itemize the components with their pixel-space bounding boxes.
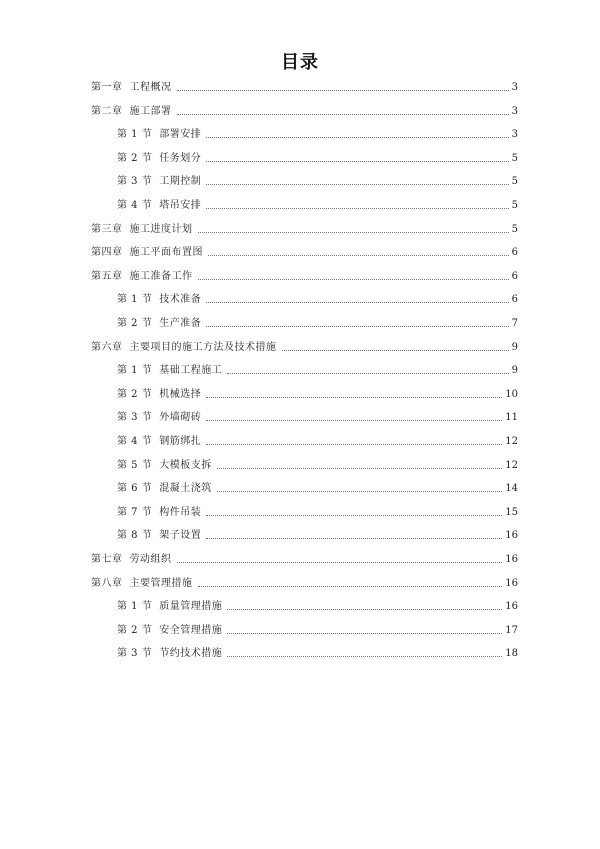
- toc-entry-number: 第 5 节: [117, 459, 153, 471]
- toc-page-number: 16: [505, 601, 518, 613]
- toc-entry-label: [91, 81, 174, 95]
- toc-dot-leader: [227, 655, 502, 657]
- toc-entry-title: 任务划分: [159, 152, 202, 164]
- toc-page-number: 9: [511, 341, 518, 353]
- toc-page-number: 3: [511, 105, 518, 117]
- toc-dot-leader: [206, 136, 508, 138]
- toc-entry-number: 第 4 节: [117, 436, 153, 447]
- toc-section-entry[interactable]: [117, 150, 518, 166]
- toc-entry-label: [91, 553, 174, 567]
- toc-entry-label: [117, 647, 224, 661]
- toc-page-number: 5: [511, 223, 518, 235]
- toc-section-entry[interactable]: [117, 197, 518, 213]
- toc-dot-leader: [217, 467, 503, 469]
- toc-entry-number: 第 2 节: [117, 318, 153, 329]
- toc-chapter-entry[interactable]: [91, 221, 518, 237]
- toc-entry-number: 第 8 节: [117, 530, 153, 542]
- toc-section-entry[interactable]: [117, 622, 518, 638]
- toc-dot-leader: [206, 514, 502, 516]
- toc-page-number: 3: [511, 129, 518, 141]
- toc-entry-title: 工程概况: [129, 82, 172, 93]
- toc-section-entry[interactable]: [117, 598, 518, 614]
- toc-entry-title: 大模板支拆: [159, 459, 212, 471]
- toc-entry-number: 第 1 节: [117, 129, 153, 141]
- toc-entry-title: 外墙砌砖: [159, 412, 202, 424]
- toc-page-number: 15: [505, 506, 518, 518]
- toc-entry-label: [91, 246, 205, 260]
- toc-section-entry[interactable]: [117, 362, 518, 378]
- toc-entry-title: 主要管理措施: [129, 577, 193, 589]
- toc-entry-number: 第 7 节: [117, 506, 153, 518]
- toc-chapter-entry[interactable]: [91, 244, 518, 260]
- toc-dot-leader: [208, 254, 509, 256]
- toc-entry-number: 第二章: [91, 105, 123, 117]
- toc-page-number: 18: [505, 648, 518, 660]
- toc-dot-leader: [206, 160, 508, 162]
- toc-entry-number: 第三章: [91, 223, 123, 235]
- toc-entry-label: [91, 223, 195, 237]
- toc-entry-number: 第 2 节: [117, 624, 153, 636]
- toc-page-number: 5: [511, 176, 518, 188]
- toc-page-number: 17: [505, 624, 518, 636]
- toc-section-entry[interactable]: [117, 315, 518, 331]
- toc-dot-leader: [198, 585, 503, 587]
- toc-page-number: 6: [511, 294, 518, 306]
- toc-entry-label: [117, 411, 203, 425]
- toc-entry-label: [117, 199, 203, 213]
- toc-dot-leader: [198, 278, 509, 280]
- toc-entry-label: [117, 175, 203, 189]
- toc-entry-title: 塔吊安排: [159, 200, 202, 211]
- toc-entry-label: [117, 152, 203, 166]
- toc-entry-label: [91, 341, 279, 355]
- toc-entry-label: [117, 459, 214, 473]
- toc-section-entry[interactable]: [117, 386, 518, 402]
- toc-chapter-entry[interactable]: [91, 103, 518, 119]
- toc-dot-leader: [206, 396, 502, 398]
- toc-entry-number: 第一章: [91, 82, 123, 93]
- toc-page-number: 16: [505, 554, 518, 565]
- toc-dot-leader: [227, 632, 502, 634]
- toc-page-number: 6: [511, 270, 518, 282]
- toc-entry-title: 构件吊装: [159, 506, 202, 518]
- toc-entry-label: [117, 506, 203, 520]
- toc-dot-leader: [206, 325, 508, 327]
- toc-dot-leader: [206, 443, 502, 445]
- toc-entry-label: [117, 388, 203, 402]
- toc-dot-leader: [282, 349, 509, 351]
- toc-section-entry[interactable]: [117, 527, 518, 543]
- toc-page-number: 5: [511, 152, 518, 164]
- toc-dot-leader: [206, 419, 502, 421]
- toc-section-entry[interactable]: [117, 409, 518, 425]
- toc-section-entry[interactable]: [117, 126, 518, 142]
- toc-section-entry[interactable]: [117, 645, 518, 661]
- toc-page-number: 16: [505, 530, 518, 542]
- toc-entry-title: 技术准备: [159, 294, 202, 306]
- toc-page-number: 12: [505, 459, 518, 471]
- toc-entry-label: [117, 529, 203, 543]
- toc-dot-leader: [227, 372, 508, 374]
- toc-dot-leader: [177, 89, 509, 91]
- toc-entry-title: 工期控制: [159, 176, 202, 188]
- toc-entry-number: 第 1 节: [117, 365, 153, 377]
- toc-page-number: 6: [511, 247, 518, 259]
- toc-chapter-entry[interactable]: [91, 551, 518, 567]
- toc-entry-number: 第七章: [91, 554, 123, 565]
- toc-section-entry[interactable]: [117, 457, 518, 473]
- toc-page-number: 10: [505, 388, 518, 400]
- toc-entry-number: 第六章: [91, 341, 123, 353]
- toc-entry-label: [117, 364, 224, 378]
- toc-dot-leader: [198, 231, 509, 233]
- toc-dot-leader: [206, 183, 508, 185]
- toc-entry-label: [117, 128, 203, 142]
- toc-entry-number: 第 6 节: [117, 483, 153, 495]
- toc-page-number: 11: [505, 412, 518, 424]
- toc-page-number: 16: [505, 577, 518, 589]
- toc-page-number: 5: [511, 200, 518, 211]
- toc-entry-title: 钢筋绑扎: [159, 436, 202, 447]
- toc-dot-leader: [217, 490, 503, 492]
- toc-entry-title: 质量管理措施: [159, 601, 223, 613]
- toc-entry-label: [117, 317, 203, 331]
- toc-entry-label: [117, 293, 203, 307]
- toc-entry-number: 第 2 节: [117, 388, 153, 400]
- toc-entry-label: [117, 600, 224, 614]
- toc-section-entry[interactable]: [117, 433, 518, 449]
- toc-entry-number: 第 3 节: [117, 176, 153, 188]
- toc-entry-number: 第 3 节: [117, 648, 153, 660]
- toc-page-number: 14: [505, 483, 518, 495]
- toc-chapter-entry[interactable]: [91, 575, 518, 591]
- toc-dot-leader: [177, 113, 509, 115]
- toc-dot-leader: [227, 608, 502, 610]
- toc-entry-title: 劳动组织: [129, 554, 172, 565]
- toc-entry-label: [91, 105, 174, 119]
- toc-entry-number: 第八章: [91, 577, 123, 589]
- toc-entry-label: [91, 577, 195, 591]
- toc-entry-title: 基础工程施工: [159, 365, 223, 377]
- toc-entry-number: 第 2 节: [117, 152, 153, 164]
- toc-page-number: 7: [511, 318, 518, 329]
- toc-entry-number: 第 4 节: [117, 200, 153, 211]
- toc-chapter-entry[interactable]: [91, 79, 518, 95]
- toc-entry-number: 第 1 节: [117, 294, 153, 306]
- toc-entry-title: 施工部署: [129, 105, 172, 117]
- toc-entry-label: [91, 270, 195, 284]
- toc-entry-number: 第四章: [91, 247, 123, 259]
- toc-dot-leader: [206, 301, 508, 303]
- toc-page-number: 12: [505, 436, 518, 447]
- toc-entry-title: 节约技术措施: [159, 648, 223, 660]
- toc-dot-leader: [177, 561, 503, 563]
- toc-page-number: 3: [511, 82, 518, 93]
- toc-section-entry[interactable]: [117, 504, 518, 520]
- toc-entry-label: [117, 435, 203, 449]
- toc-entry-title: 施工平面布置图: [129, 247, 203, 259]
- toc-entry-number: 第 1 节: [117, 601, 153, 613]
- toc-section-entry[interactable]: [117, 480, 518, 496]
- toc-entry-title: 施工进度计划: [129, 223, 193, 235]
- page-title: 目录: [281, 52, 319, 73]
- toc-entry-title: 机械选择: [159, 388, 202, 400]
- toc-section-entry[interactable]: [117, 173, 518, 189]
- toc-entry-title: 施工准备工作: [129, 270, 193, 282]
- toc-entry-title: 主要项目的施工方法及技术措施: [129, 341, 277, 353]
- toc-section-entry[interactable]: [117, 291, 518, 307]
- toc-chapter-entry[interactable]: [91, 268, 518, 284]
- toc-entry-title: 部署安排: [159, 129, 202, 141]
- toc-entry-label: [117, 482, 214, 496]
- toc-dot-leader: [206, 537, 502, 539]
- toc-entry-label: [117, 624, 224, 638]
- toc-page-number: 9: [511, 365, 518, 377]
- toc-dot-leader: [206, 207, 508, 209]
- toc-entry-number: 第 3 节: [117, 412, 153, 424]
- toc-entry-title: 架子设置: [159, 530, 202, 542]
- toc-entry-title: 生产准备: [159, 318, 202, 329]
- toc-chapter-entry[interactable]: [91, 339, 518, 355]
- toc-entry-number: 第五章: [91, 270, 123, 282]
- toc-entry-title: 安全管理措施: [159, 624, 223, 636]
- toc-entry-title: 混凝土浇筑: [159, 483, 212, 495]
